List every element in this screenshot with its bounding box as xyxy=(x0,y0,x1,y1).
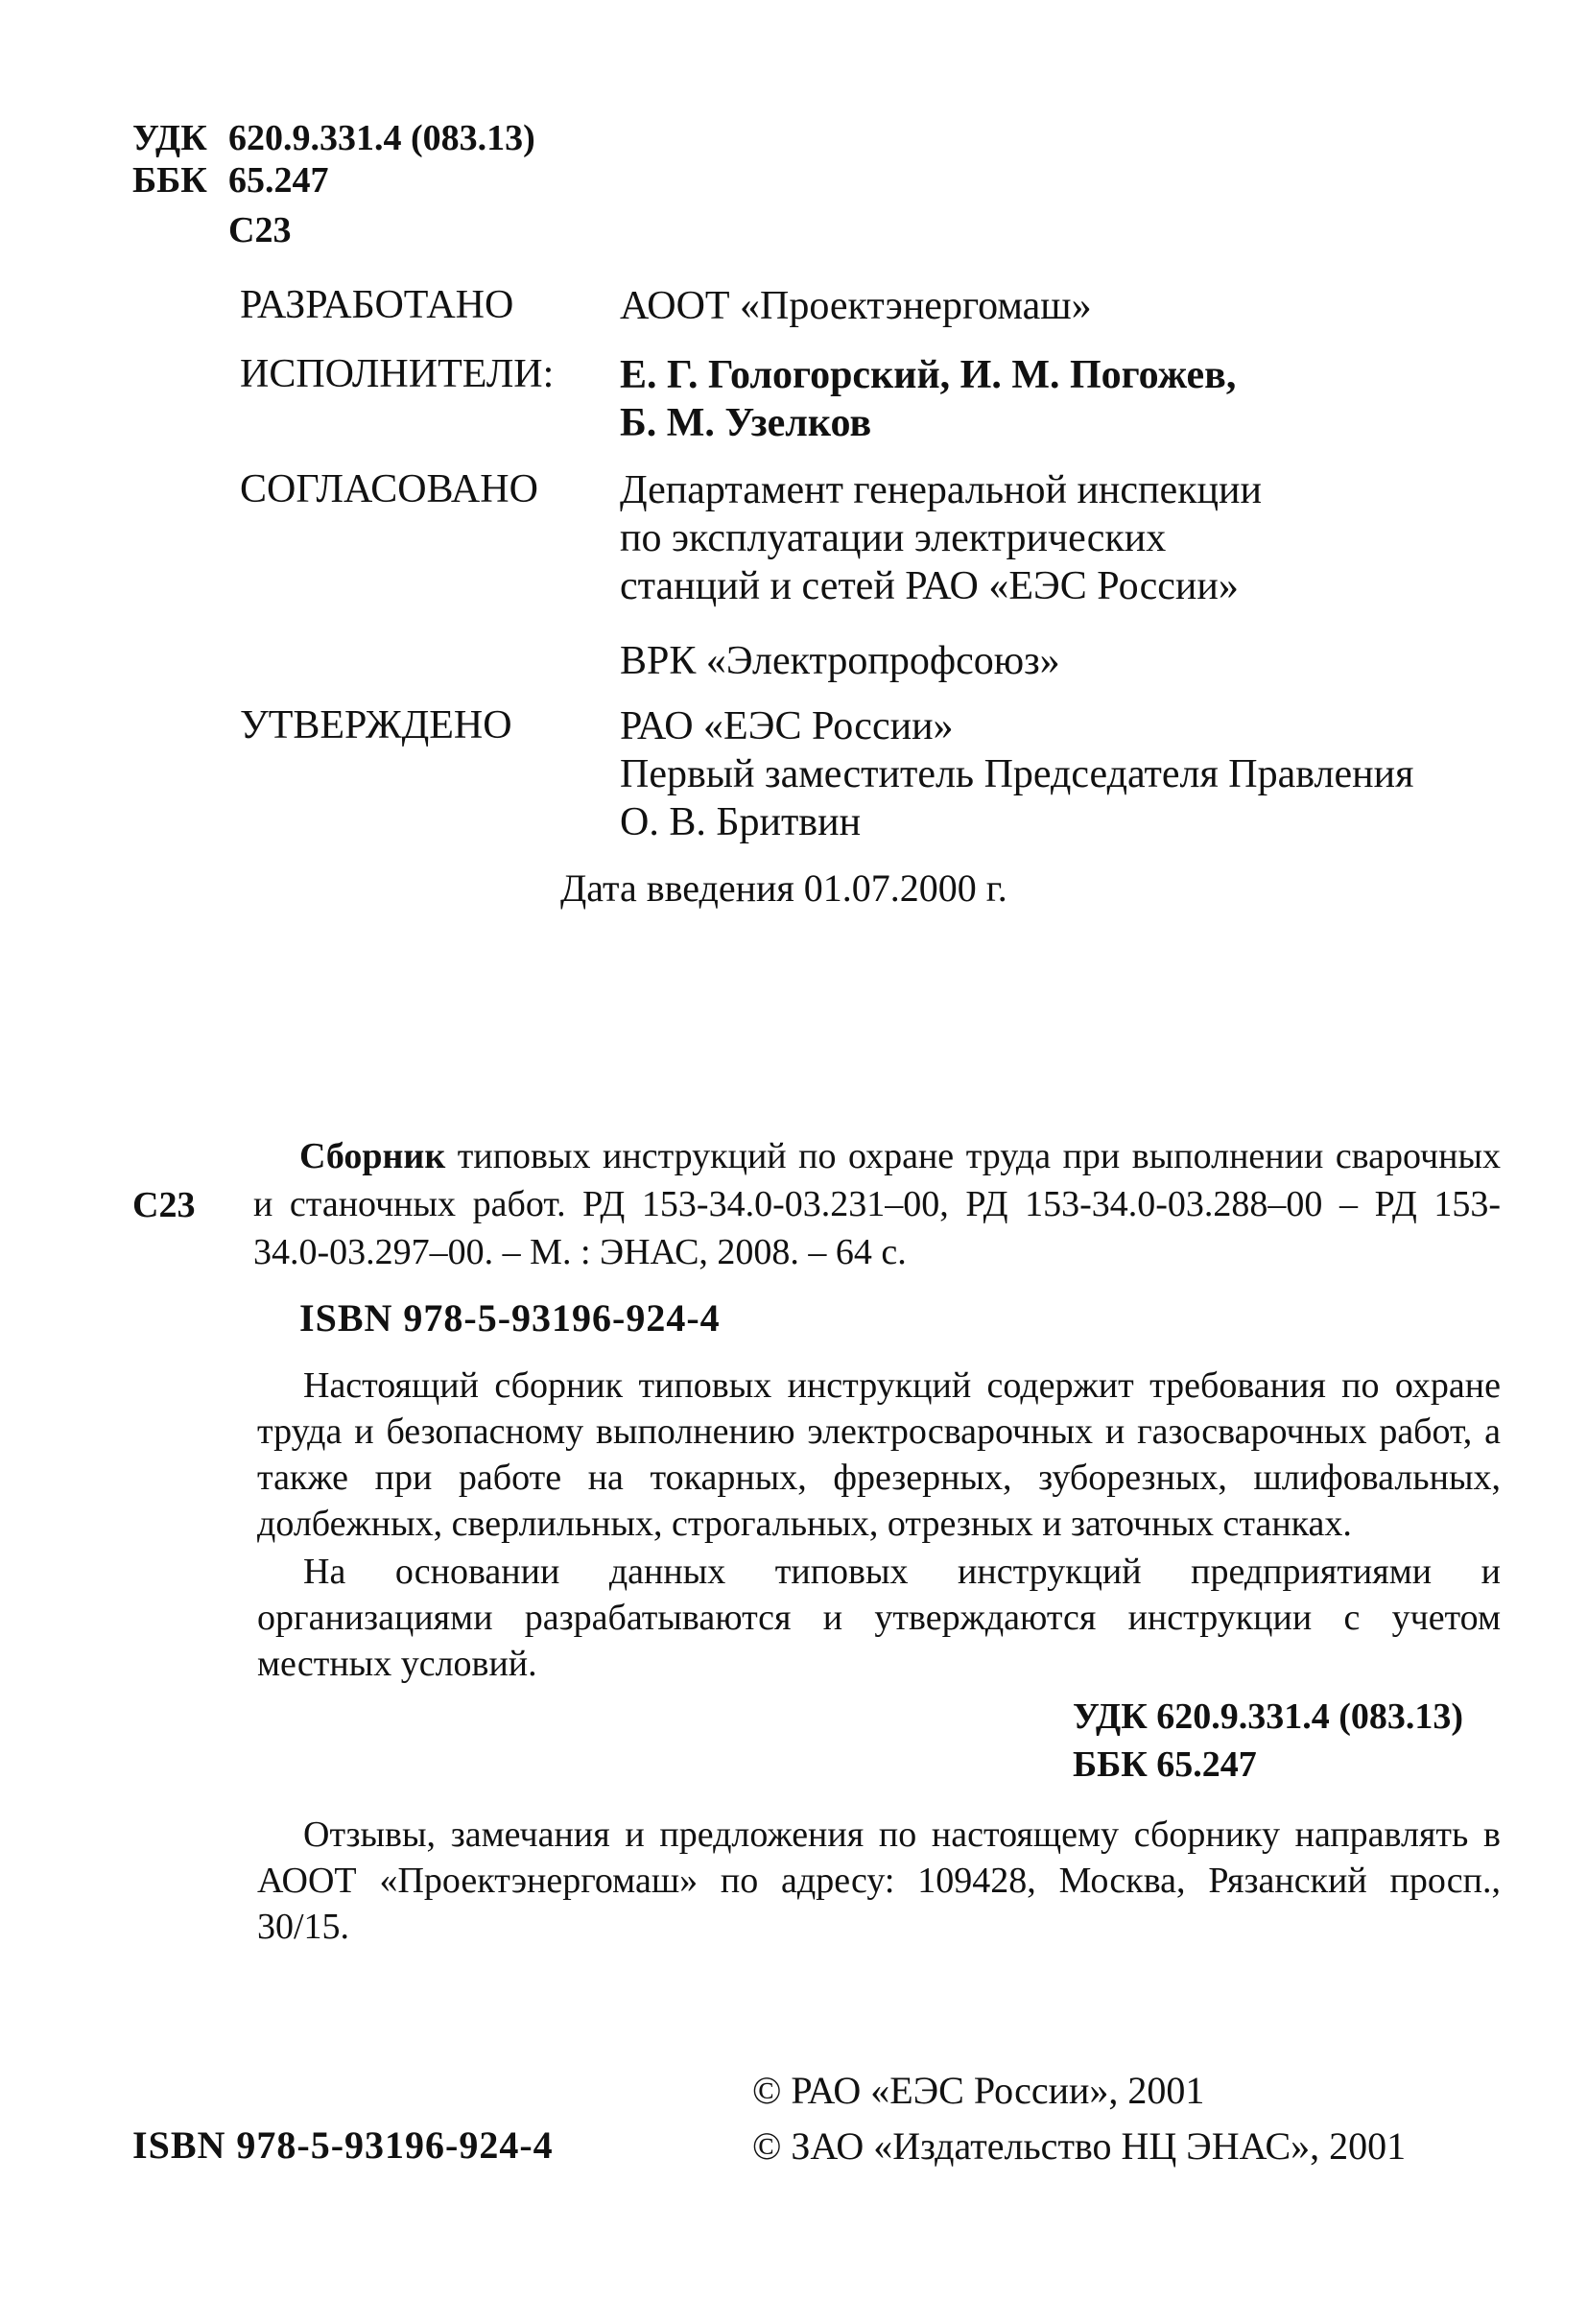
agreed-line: станций и сетей РАО «ЕЭС России» xyxy=(620,564,1239,608)
approved-line: РАО «ЕЭС России» xyxy=(620,704,954,748)
approved-line: О. В. Бритвин xyxy=(620,800,862,844)
footer-isbn: ISBN 978-5-93196-924-4 xyxy=(132,2123,554,2167)
entry-isbn: ISBN 978-5-93196-924-4 xyxy=(299,1296,721,1340)
agreed-label: СОГЛАСОВАНО xyxy=(240,467,538,511)
udk-line xyxy=(132,117,535,159)
udk-value: 620.9.331.4 (083.13) xyxy=(228,118,535,158)
copyright-block xyxy=(752,2063,1406,2174)
performers-line: Б. М. Узелков xyxy=(620,401,872,445)
udk-label: УДК xyxy=(132,118,207,158)
feedback-text: Отзывы, замечания и предложения по настоящему сборнику направлять в АООТ «Проектэнергомаш» по адресу: 109428, Москва, Рязанский просп., 30/15. xyxy=(257,1814,1501,1947)
entry-text: типовых инструкций по охране труда при выполнении сварочных и станочных работ. РД 153-34.0-03.231–00, РД 153-34.0-03.288–00 – РД 153-34.0-03.297–00. – М. : ЭНАС, 2008. – 64 с. xyxy=(253,1136,1501,1272)
performers-label: ИСПОЛНИТЕЛИ: xyxy=(240,352,555,396)
feedback xyxy=(257,1812,1501,1950)
bibliographic-entry xyxy=(253,1132,1501,1276)
developed-label: РАЗРАБОТАНО xyxy=(240,283,514,327)
approved-line: Первый заместитель Председателя Правления xyxy=(620,752,1414,796)
approved-label: УТВЕРЖДЕНО xyxy=(240,703,512,747)
approved-value xyxy=(620,702,1413,846)
bbk-value: 65.247 xyxy=(228,160,329,201)
introduction-date: Дата введения 01.07.2000 г. xyxy=(560,866,1007,910)
agreed-line: Департамент генеральной инспекции xyxy=(620,468,1262,512)
copyright-line: © РАО «ЕЭС России», 2001 xyxy=(752,2069,1205,2112)
bbk-label: ББК xyxy=(132,160,207,201)
author-code: С23 xyxy=(228,210,292,250)
performers-line: Е. Г. Гологорский, И. М. Погожев, xyxy=(620,353,1237,397)
agreed-union: ВРК «Электропрофсоюз» xyxy=(620,639,1060,683)
bbk-line xyxy=(132,159,329,202)
entry-title-bold: Сборник xyxy=(299,1136,446,1176)
classification-right xyxy=(1073,1693,1463,1789)
entry-side-code: С23 xyxy=(132,1185,196,1225)
agreed-line: по эксплуатации электрических xyxy=(620,516,1167,560)
bbk-right: ББК 65.247 xyxy=(1073,1744,1257,1785)
abstract-paragraph: На основании данных типовых инструкций предприятиями и организациями разрабатываются и утверждаются инструкции с учетом местных условий. xyxy=(257,1552,1501,1684)
abstract-paragraph: Настоящий сборник типовых инструкций содержит требования по охране труда и безопасному выполнению электросварочных и газосварочных работ, а также при работе на токарных, фрезерных, зуборезных, шлифовальных, долбежных, сверлильных, строгальных, отрезных и заточных станках. xyxy=(257,1365,1501,1544)
copyright-line: © ЗАО «Издательство НЦ ЭНАС», 2001 xyxy=(752,2124,1407,2168)
abstract xyxy=(257,1363,1501,1687)
agreed-value xyxy=(620,466,1262,610)
udk-right: УДК 620.9.331.4 (083.13) xyxy=(1073,1696,1464,1737)
developed-value: АООТ «Проектэнергомаш» xyxy=(620,284,1092,328)
performers-value xyxy=(620,351,1236,447)
